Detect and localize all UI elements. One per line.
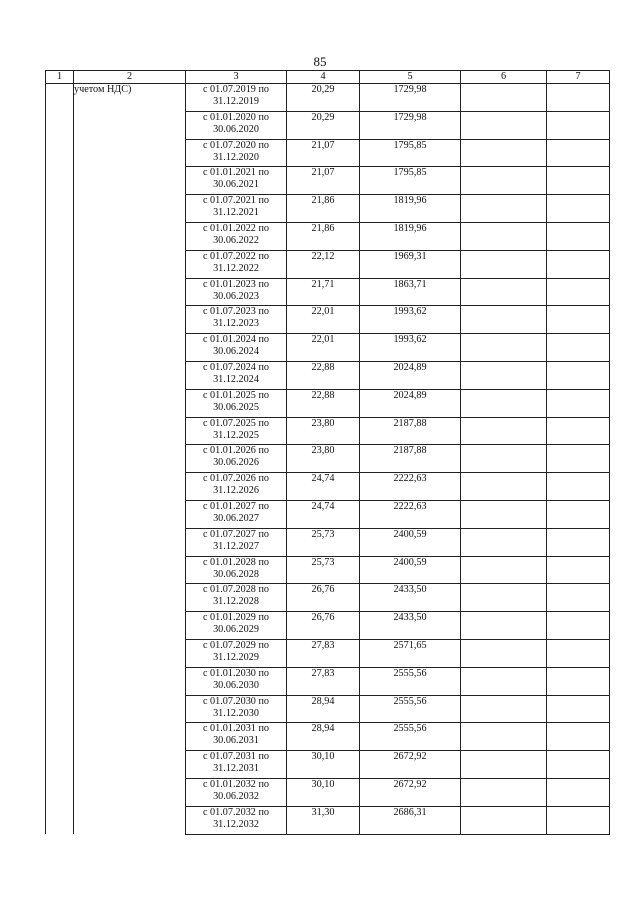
cell-col-6 bbox=[461, 334, 547, 362]
cell-col-1 bbox=[46, 195, 74, 223]
cell-period bbox=[186, 361, 287, 389]
cell-col-6 bbox=[461, 389, 547, 417]
cell-col-2 bbox=[74, 528, 186, 556]
cell-col-5: 1993,62 bbox=[360, 306, 461, 334]
cell-col-4: 27,83 bbox=[287, 639, 360, 667]
period-from: с 01.07.2020 по bbox=[202, 139, 269, 151]
period-from: с 01.07.2021 по bbox=[202, 195, 269, 207]
cell-col-5: 2672,92 bbox=[360, 751, 461, 779]
cell-col-7 bbox=[547, 500, 610, 528]
period-from: с 01.07.2029 по bbox=[202, 639, 269, 651]
period-from: с 01.07.2032 по bbox=[202, 806, 269, 818]
cell-col-2 bbox=[74, 500, 186, 528]
cell-col-6 bbox=[461, 84, 547, 112]
cell-col-4: 21,07 bbox=[287, 139, 360, 167]
cell-col-7 bbox=[547, 778, 610, 806]
table-row bbox=[46, 806, 610, 834]
cell-col-6 bbox=[461, 723, 547, 751]
period-to: 31.12.2023 bbox=[213, 318, 259, 330]
cell-col-4: 23,80 bbox=[287, 445, 360, 473]
cell-col-7 bbox=[547, 667, 610, 695]
cell-col-2 bbox=[74, 139, 186, 167]
cell-col-6 bbox=[461, 167, 547, 195]
cell-col-4: 26,76 bbox=[287, 612, 360, 640]
period-from: с 01.07.2030 по bbox=[202, 695, 269, 707]
table-row bbox=[46, 278, 610, 306]
cell-col-2 bbox=[74, 751, 186, 779]
cell-col-7 bbox=[547, 417, 610, 445]
period-from: с 01.01.2032 по bbox=[202, 778, 269, 790]
cell-col-5: 1795,85 bbox=[360, 167, 461, 195]
cell-period bbox=[186, 222, 287, 250]
period-to: 31.12.2026 bbox=[213, 485, 259, 497]
table-row bbox=[46, 612, 610, 640]
cell-col-6 bbox=[461, 250, 547, 278]
period-to: 31.12.2025 bbox=[213, 429, 259, 441]
cell-col-6 bbox=[461, 639, 547, 667]
period-to: 30.06.2024 bbox=[213, 346, 259, 358]
period-from: с 01.07.2031 по bbox=[202, 751, 269, 763]
period-to: 30.06.2027 bbox=[213, 512, 259, 524]
cell-col-6 bbox=[461, 195, 547, 223]
cell-col-1 bbox=[46, 612, 74, 640]
cell-col-6 bbox=[461, 111, 547, 139]
cell-col-5: 2433,50 bbox=[360, 612, 461, 640]
cell-col-6 bbox=[461, 139, 547, 167]
cell-period bbox=[186, 278, 287, 306]
cell-col-5: 1993,62 bbox=[360, 334, 461, 362]
period-from: с 01.07.2027 по bbox=[202, 528, 269, 540]
cell-period bbox=[186, 250, 287, 278]
period-to: 31.12.2022 bbox=[213, 262, 259, 274]
table-row bbox=[46, 195, 610, 223]
cell-col-1 bbox=[46, 667, 74, 695]
cell-col-4: 30,10 bbox=[287, 751, 360, 779]
cell-col-7 bbox=[547, 334, 610, 362]
table-body bbox=[46, 84, 610, 835]
period-from: с 01.07.2026 по bbox=[202, 473, 269, 485]
cell-col-5: 2555,56 bbox=[360, 723, 461, 751]
cell-col-4: 28,94 bbox=[287, 695, 360, 723]
cell-col-5: 2555,56 bbox=[360, 695, 461, 723]
period-to: 30.06.2026 bbox=[213, 457, 259, 469]
cell-col-7 bbox=[547, 584, 610, 612]
cell-col-4: 24,74 bbox=[287, 473, 360, 501]
cell-period bbox=[186, 139, 287, 167]
period-to: 30.06.2032 bbox=[213, 790, 259, 802]
column-number-6: 6 bbox=[461, 71, 547, 84]
cell-col-7 bbox=[547, 473, 610, 501]
table-row bbox=[46, 445, 610, 473]
cell-col-6 bbox=[461, 222, 547, 250]
cell-col-5: 2222,63 bbox=[360, 473, 461, 501]
table-row bbox=[46, 667, 610, 695]
page-number: 85 bbox=[313, 54, 327, 69]
cell-period bbox=[186, 639, 287, 667]
period-from: с 01.07.2025 по bbox=[202, 417, 269, 429]
table-row bbox=[46, 167, 610, 195]
cell-col-1 bbox=[46, 167, 74, 195]
cell-period bbox=[186, 417, 287, 445]
cell-col-5: 2555,56 bbox=[360, 667, 461, 695]
table-row bbox=[46, 584, 610, 612]
cell-col-5: 2024,89 bbox=[360, 389, 461, 417]
cell-col-4: 21,07 bbox=[287, 167, 360, 195]
cell-col-2 bbox=[74, 639, 186, 667]
cell-col-2 bbox=[74, 612, 186, 640]
table-row bbox=[46, 139, 610, 167]
period-to: 30.06.2023 bbox=[213, 290, 259, 302]
period-from: с 01.01.2030 по bbox=[202, 667, 269, 679]
cell-period bbox=[186, 334, 287, 362]
cell-col-6 bbox=[461, 751, 547, 779]
cell-col-2 bbox=[74, 806, 186, 834]
cell-col-6 bbox=[461, 806, 547, 834]
cell-col-1 bbox=[46, 639, 74, 667]
cell-col-5: 1863,71 bbox=[360, 278, 461, 306]
cell-col-1 bbox=[46, 250, 74, 278]
cell-period bbox=[186, 195, 287, 223]
cell-col-5: 2400,59 bbox=[360, 556, 461, 584]
period-to: 31.12.2029 bbox=[213, 651, 259, 663]
cell-col-7 bbox=[547, 278, 610, 306]
cell-col-6 bbox=[461, 306, 547, 334]
period-from: с 01.01.2026 по bbox=[202, 445, 269, 457]
cell-col-2 bbox=[74, 667, 186, 695]
cell-col-6 bbox=[461, 500, 547, 528]
cell-col-5: 1819,96 bbox=[360, 222, 461, 250]
cell-col-2 bbox=[74, 473, 186, 501]
cell-col-7 bbox=[547, 111, 610, 139]
table-row bbox=[46, 778, 610, 806]
cell-col-4: 22,88 bbox=[287, 361, 360, 389]
period-from: с 01.01.2025 по bbox=[202, 389, 269, 401]
period-from: с 01.07.2023 по bbox=[202, 306, 269, 318]
period-to: 31.12.2019 bbox=[213, 96, 259, 107]
table-row bbox=[46, 417, 610, 445]
cell-col-6 bbox=[461, 473, 547, 501]
cell-col-2 bbox=[74, 417, 186, 445]
cell-col-4: 28,94 bbox=[287, 723, 360, 751]
cell-col-5: 1729,98 bbox=[360, 111, 461, 139]
period-from: с 01.07.2019 по bbox=[202, 84, 269, 95]
cell-col-5: 1795,85 bbox=[360, 139, 461, 167]
period-from: с 01.01.2022 по bbox=[202, 222, 269, 234]
period-to: 31.12.2028 bbox=[213, 596, 259, 608]
cell-col-1 bbox=[46, 334, 74, 362]
period-from: с 01.01.2024 по bbox=[202, 334, 269, 346]
period-from: с 01.01.2020 по bbox=[202, 111, 269, 123]
period-to: 30.06.2029 bbox=[213, 624, 259, 636]
cell-period bbox=[186, 473, 287, 501]
cell-col-1 bbox=[46, 222, 74, 250]
cell-col-4: 20,29 bbox=[287, 111, 360, 139]
cell-period bbox=[186, 111, 287, 139]
cell-col-7 bbox=[547, 306, 610, 334]
cell-col-1 bbox=[46, 584, 74, 612]
period-from: с 01.01.2028 по bbox=[202, 556, 269, 568]
cell-col-5: 2187,88 bbox=[360, 445, 461, 473]
cell-col-7 bbox=[547, 723, 610, 751]
cell-col-4: 24,74 bbox=[287, 500, 360, 528]
table-row bbox=[46, 500, 610, 528]
cell-col-2 bbox=[74, 695, 186, 723]
cell-col-2 bbox=[74, 445, 186, 473]
cell-col-6 bbox=[461, 417, 547, 445]
cell-col-2: учетом НДС) bbox=[74, 84, 186, 112]
cell-col-4: 22,01 bbox=[287, 306, 360, 334]
cell-col-7 bbox=[547, 639, 610, 667]
cell-col-6 bbox=[461, 612, 547, 640]
cell-col-4: 22,12 bbox=[287, 250, 360, 278]
cell-period bbox=[186, 751, 287, 779]
cell-period bbox=[186, 167, 287, 195]
cell-col-2 bbox=[74, 278, 186, 306]
cell-col-4: 21,86 bbox=[287, 195, 360, 223]
cell-col-7 bbox=[547, 612, 610, 640]
cell-col-7 bbox=[547, 139, 610, 167]
cell-col-1 bbox=[46, 445, 74, 473]
cell-col-1 bbox=[46, 389, 74, 417]
column-number-7: 7 bbox=[547, 71, 610, 84]
cell-col-2 bbox=[74, 778, 186, 806]
table-row bbox=[46, 389, 610, 417]
cell-col-5: 2187,88 bbox=[360, 417, 461, 445]
table-row bbox=[46, 361, 610, 389]
cell-period bbox=[186, 500, 287, 528]
cell-col-5: 2400,59 bbox=[360, 528, 461, 556]
table-row bbox=[46, 111, 610, 139]
cell-col-7 bbox=[547, 695, 610, 723]
period-to: 31.12.2032 bbox=[213, 818, 259, 830]
cell-col-5: 2433,50 bbox=[360, 584, 461, 612]
cell-col-5: 2672,92 bbox=[360, 778, 461, 806]
cell-col-2 bbox=[74, 111, 186, 139]
cell-col-6 bbox=[461, 556, 547, 584]
period-from: с 01.07.2028 по bbox=[202, 584, 269, 596]
cell-col-4: 20,29 bbox=[287, 84, 360, 112]
column-number-5: 5 bbox=[360, 71, 461, 84]
period-to: 31.12.2024 bbox=[213, 373, 259, 385]
cell-period bbox=[186, 556, 287, 584]
cell-col-4: 30,10 bbox=[287, 778, 360, 806]
column-number-2: 2 bbox=[74, 71, 186, 84]
table-row bbox=[46, 639, 610, 667]
period-from: с 01.07.2022 по bbox=[202, 250, 269, 262]
cell-col-2 bbox=[74, 334, 186, 362]
cell-col-4: 22,01 bbox=[287, 334, 360, 362]
cell-col-7 bbox=[547, 389, 610, 417]
period-to: 30.06.2025 bbox=[213, 401, 259, 413]
cell-col-1 bbox=[46, 111, 74, 139]
cell-col-1 bbox=[46, 473, 74, 501]
cell-col-6 bbox=[461, 278, 547, 306]
period-to: 30.06.2028 bbox=[213, 568, 259, 580]
cell-col-5: 2024,89 bbox=[360, 361, 461, 389]
period-from: с 01.01.2021 по bbox=[202, 167, 269, 179]
table-row bbox=[46, 250, 610, 278]
cell-col-7 bbox=[547, 445, 610, 473]
cell-col-5: 1969,31 bbox=[360, 250, 461, 278]
cell-col-4: 31,30 bbox=[287, 806, 360, 834]
cell-col-7 bbox=[547, 222, 610, 250]
cell-col-7 bbox=[547, 361, 610, 389]
period-to: 31.12.2021 bbox=[213, 207, 259, 219]
cell-col-1 bbox=[46, 723, 74, 751]
cell-col-2 bbox=[74, 723, 186, 751]
cell-col-5: 2686,31 bbox=[360, 806, 461, 834]
cell-col-6 bbox=[461, 584, 547, 612]
cell-col-6 bbox=[461, 361, 547, 389]
cell-col-4: 22,88 bbox=[287, 389, 360, 417]
cell-col-1 bbox=[46, 500, 74, 528]
table-row bbox=[46, 751, 610, 779]
cell-col-1 bbox=[46, 306, 74, 334]
period-to: 30.06.2030 bbox=[213, 679, 259, 691]
cell-col-4: 25,73 bbox=[287, 556, 360, 584]
cell-col-1 bbox=[46, 361, 74, 389]
cell-period bbox=[186, 667, 287, 695]
table-row bbox=[46, 528, 610, 556]
period-to: 30.06.2020 bbox=[213, 123, 259, 135]
period-from: с 01.01.2031 по bbox=[202, 723, 269, 735]
column-number-3: 3 bbox=[186, 71, 287, 84]
cell-col-2 bbox=[74, 167, 186, 195]
cell-period bbox=[186, 584, 287, 612]
cell-col-2 bbox=[74, 195, 186, 223]
period-from: с 01.01.2027 по bbox=[202, 500, 269, 512]
period-to: 30.06.2022 bbox=[213, 234, 259, 246]
cell-col-7 bbox=[547, 806, 610, 834]
cell-col-2 bbox=[74, 389, 186, 417]
period-from: с 01.01.2023 по bbox=[202, 278, 269, 290]
cell-col-2 bbox=[74, 222, 186, 250]
period-to: 31.12.2030 bbox=[213, 707, 259, 719]
cell-col-6 bbox=[461, 778, 547, 806]
cell-period bbox=[186, 806, 287, 834]
table-row bbox=[46, 306, 610, 334]
cell-col-1 bbox=[46, 751, 74, 779]
cell-col-5: 2222,63 bbox=[360, 500, 461, 528]
cell-period bbox=[186, 84, 287, 112]
cell-col-2 bbox=[74, 250, 186, 278]
cell-col-4: 27,83 bbox=[287, 667, 360, 695]
cell-col-5: 1819,96 bbox=[360, 195, 461, 223]
cell-col-6 bbox=[461, 528, 547, 556]
cell-col-4: 26,76 bbox=[287, 584, 360, 612]
cell-col-7 bbox=[547, 167, 610, 195]
period-to: 31.12.2031 bbox=[213, 763, 259, 775]
table-row bbox=[46, 84, 610, 112]
cell-col-1 bbox=[46, 778, 74, 806]
cell-period bbox=[186, 389, 287, 417]
cell-col-2 bbox=[74, 306, 186, 334]
period-to: 30.06.2021 bbox=[213, 179, 259, 191]
cell-col-1 bbox=[46, 695, 74, 723]
cell-col-2 bbox=[74, 556, 186, 584]
column-number-row bbox=[46, 71, 610, 84]
period-from: с 01.01.2029 по bbox=[202, 612, 269, 624]
cell-col-7 bbox=[547, 84, 610, 112]
cell-col-1 bbox=[46, 84, 74, 112]
cell-col-4: 21,71 bbox=[287, 278, 360, 306]
table-row bbox=[46, 334, 610, 362]
cell-period bbox=[186, 528, 287, 556]
cell-col-5: 1729,98 bbox=[360, 84, 461, 112]
cell-col-6 bbox=[461, 695, 547, 723]
column-number-4: 4 bbox=[287, 71, 360, 84]
table-row bbox=[46, 723, 610, 751]
period-to: 31.12.2020 bbox=[213, 151, 259, 163]
table-row bbox=[46, 222, 610, 250]
cell-period bbox=[186, 778, 287, 806]
cell-period bbox=[186, 612, 287, 640]
cell-col-1 bbox=[46, 417, 74, 445]
cell-col-7 bbox=[547, 195, 610, 223]
cell-col-1 bbox=[46, 278, 74, 306]
cell-period bbox=[186, 306, 287, 334]
period-to: 30.06.2031 bbox=[213, 735, 259, 747]
cell-col-7 bbox=[547, 250, 610, 278]
cell-col-1 bbox=[46, 556, 74, 584]
cell-col-2 bbox=[74, 361, 186, 389]
cell-col-7 bbox=[547, 556, 610, 584]
cell-col-7 bbox=[547, 528, 610, 556]
table-row bbox=[46, 556, 610, 584]
cell-period bbox=[186, 695, 287, 723]
table-row bbox=[46, 473, 610, 501]
cell-col-1 bbox=[46, 528, 74, 556]
cell-col-2 bbox=[74, 584, 186, 612]
column-number-1: 1 bbox=[46, 71, 74, 84]
cell-col-5: 2571,65 bbox=[360, 639, 461, 667]
tariff-table bbox=[45, 70, 610, 835]
cell-col-6 bbox=[461, 445, 547, 473]
cell-col-6 bbox=[461, 667, 547, 695]
cell-col-4: 21,86 bbox=[287, 222, 360, 250]
table-row bbox=[46, 695, 610, 723]
cell-col-1 bbox=[46, 139, 74, 167]
cell-col-4: 23,80 bbox=[287, 417, 360, 445]
cell-col-7 bbox=[547, 751, 610, 779]
cell-period bbox=[186, 723, 287, 751]
period-from: с 01.07.2024 по bbox=[202, 361, 269, 373]
period-to: 31.12.2027 bbox=[213, 540, 259, 552]
cell-col-4: 25,73 bbox=[287, 528, 360, 556]
cell-period bbox=[186, 445, 287, 473]
cell-col-1 bbox=[46, 806, 74, 834]
